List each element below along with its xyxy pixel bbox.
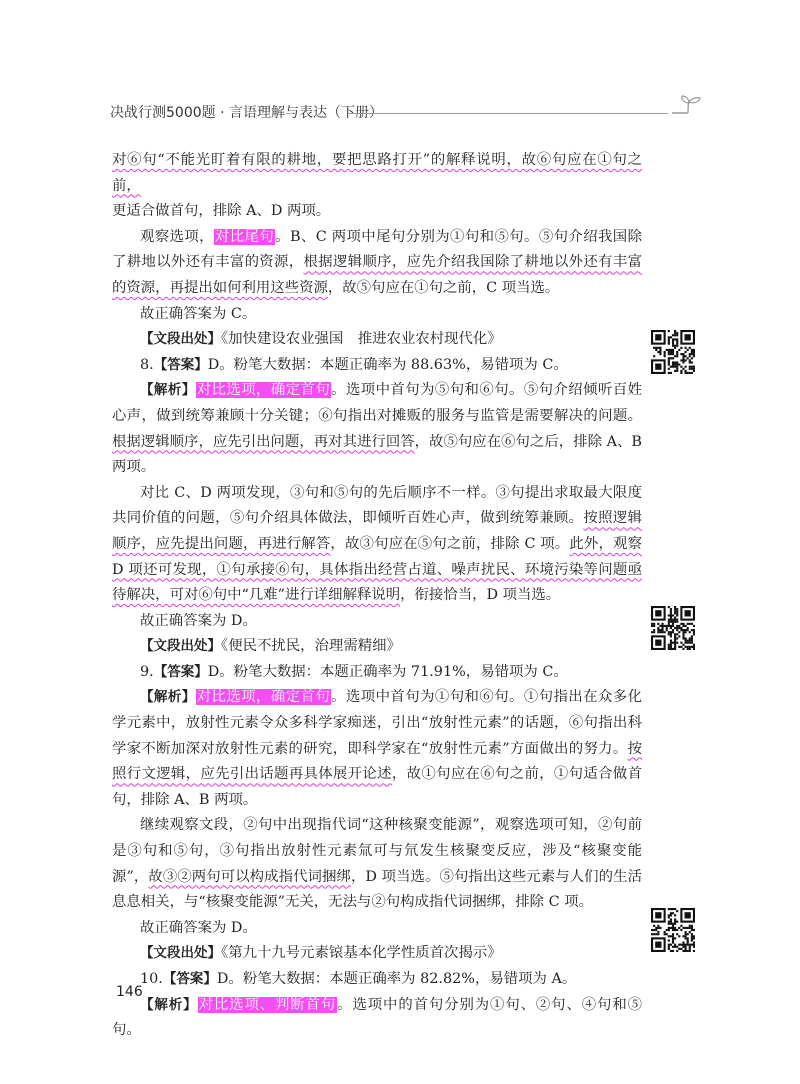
question-number: 10. xyxy=(140,971,163,987)
text-run: 观察选项， xyxy=(140,228,214,245)
text-run: 。B、C 两项中尾句分别为①句和⑤句。⑤句介绍我国除了耕地以外还有丰富的资源， xyxy=(112,228,642,271)
source-line xyxy=(112,327,642,353)
paragraph xyxy=(112,685,642,813)
paragraph xyxy=(112,148,642,225)
highlighted-text: 对比选项，确定首句 xyxy=(196,382,331,399)
source-line xyxy=(112,634,642,660)
answer-line xyxy=(112,353,642,379)
text-run: ，故③句应在⑤句之前，排除 C 项。 xyxy=(330,535,570,552)
text-run: ，衔接恰当，D 项当选。 xyxy=(400,587,561,604)
paragraph xyxy=(112,378,642,480)
bracket-label: 【解析】 xyxy=(140,382,196,399)
paragraph xyxy=(112,993,642,1044)
text-run: ，故①句应在⑥句之前，①句适合做首句，排除 A、B 两项。 xyxy=(112,766,642,808)
text-run: 故正确答案为 D。 xyxy=(140,612,257,629)
underlined-text: 根据逻辑顺序，应先介绍我国除了耕地以外还有丰富的资源，再提出如何利用这些资源 xyxy=(112,254,642,296)
underlined-text: 根据逻辑顺序，应先引出问题，再对其进行回答 xyxy=(112,433,415,450)
header-rule xyxy=(348,113,668,114)
paragraph xyxy=(112,916,642,942)
source-line xyxy=(112,941,642,967)
text-run: D。粉笔大数据：本题正确率为 82.82%，易错项为 A。 xyxy=(216,971,577,987)
paragraph xyxy=(112,813,642,915)
text-run: 。选项中首句为⑤句和⑥句。⑤句介绍倾听百姓心声，做到统筹兼顾十分关键；⑥句指出对摊贩的服务与监管是需要解决的问题。 xyxy=(112,382,642,424)
text-run: ，故⑤句应在①句之前，C 项当选。 xyxy=(327,279,560,296)
text-run: 更适合做首句，排除 A、D 两项。 xyxy=(112,203,331,220)
text-run: 故正确答案为 D。 xyxy=(140,919,257,936)
answer-line xyxy=(112,967,642,993)
running-header xyxy=(110,98,700,124)
question-number: 8. xyxy=(140,356,154,373)
question-number: 9. xyxy=(140,663,154,680)
qr-code-icon[interactable] xyxy=(651,908,695,952)
text-run: 《便民不扰民，治理需精细》 xyxy=(221,638,401,655)
bracket-label: 【文段出处】 xyxy=(140,945,221,962)
underlined-text: 故③②两句可以构成指代词捆绑 xyxy=(148,868,351,885)
answer-line xyxy=(112,660,642,686)
text-run: ，D 项当选。⑤句指出这些元素与人们的生活息息相关，与“核聚变能源”无关，无法与②句构成指代词捆绑，排除 C 项。 xyxy=(112,868,642,911)
bracket-label: 【答案】 xyxy=(162,971,217,987)
bracket-label: 【答案】 xyxy=(153,663,208,680)
text-run: 对比 C、D 两项发现，③句和⑤句的先后顺序不一样。③句提出求取最大限度共同价值的问题，⑤句介绍具体做法，即倾听百姓心声，做到统筹兼顾。 xyxy=(112,484,642,527)
bracket-label: 【文段出处】 xyxy=(140,638,221,655)
highlighted-text: 对比尾句 xyxy=(214,228,275,245)
text-run: D。粉笔大数据：本题正确率为 88.63%，易错项为 C。 xyxy=(207,356,568,373)
bracket-label: 【文段出处】 xyxy=(140,331,221,348)
text-run: 故正确答案为 C。 xyxy=(140,305,257,322)
paragraph xyxy=(112,609,642,635)
qr-code-icon[interactable] xyxy=(651,330,695,374)
text-run: ，故⑤句应在⑥句之后，排除 A、B 两项。 xyxy=(112,433,642,476)
text-run: 。选项中首句为①句和⑥句。①句指出在众多化学元素中，放射性元素令众多科学家痴迷，引出“放射性元素”的话题，⑥句指出科学家不断加深对放射性元素的研究，即科学家在“放射性元素”方面做出的努力。 xyxy=(112,689,642,757)
highlighted-text: 对比选项、判断首句 xyxy=(198,996,337,1013)
underlined-text: 此外，观察 D 项还可发现，①句承接⑥句，具体指出经营占道、噪声扰民、环境污染等问题亟待解决，可对⑥句中“几难”进行详细解释说明 xyxy=(112,535,642,604)
bracket-label: 【答案】 xyxy=(153,356,208,373)
paragraph xyxy=(112,225,642,302)
bracket-label: 【解析】 xyxy=(140,996,198,1013)
text-run: 。选项中的首句分别为①句、②句、④句和⑤句。 xyxy=(112,996,642,1039)
sprout-icon xyxy=(670,94,704,116)
underlined-text: 对⑥句“不能光盯着有限的耕地，要把思路打开”的解释说明，故⑥句应在①句之前， xyxy=(112,152,642,194)
main-text xyxy=(112,148,642,1044)
highlighted-text: 对比选项，确定首句 xyxy=(196,689,331,706)
text-run: 继续观察文段，②句中出现指代词“这种核聚变能源”，观察选项可知，②句前是③句和⑤句，③句指出放射性元素氚可与氘发生核聚变反应，涉及“核聚变能源”， xyxy=(112,817,642,885)
bracket-label: 【解析】 xyxy=(140,689,196,706)
text-run: 《加快建设农业强国 推进农业农村现代化》 xyxy=(221,331,502,348)
paragraph xyxy=(112,302,642,328)
text-run: D。粉笔大数据：本题正确率为 71.91%，易错项为 C。 xyxy=(207,663,568,680)
underlined-text: 按照逻辑顺序，应先提出问题，再进行解答 xyxy=(112,510,642,552)
book-title: 决战行测5000题 · 言语理解与表达（下册） xyxy=(110,105,383,121)
underlined-text: 按照行文逻辑，应先引出话题再具体展开论述 xyxy=(112,740,642,783)
qr-code-icon[interactable] xyxy=(651,606,695,650)
page-number: 146 xyxy=(116,984,143,1000)
paragraph xyxy=(112,481,642,609)
text-run: 《第九十九号元素锿基本化学性质首次揭示》 xyxy=(221,945,502,962)
